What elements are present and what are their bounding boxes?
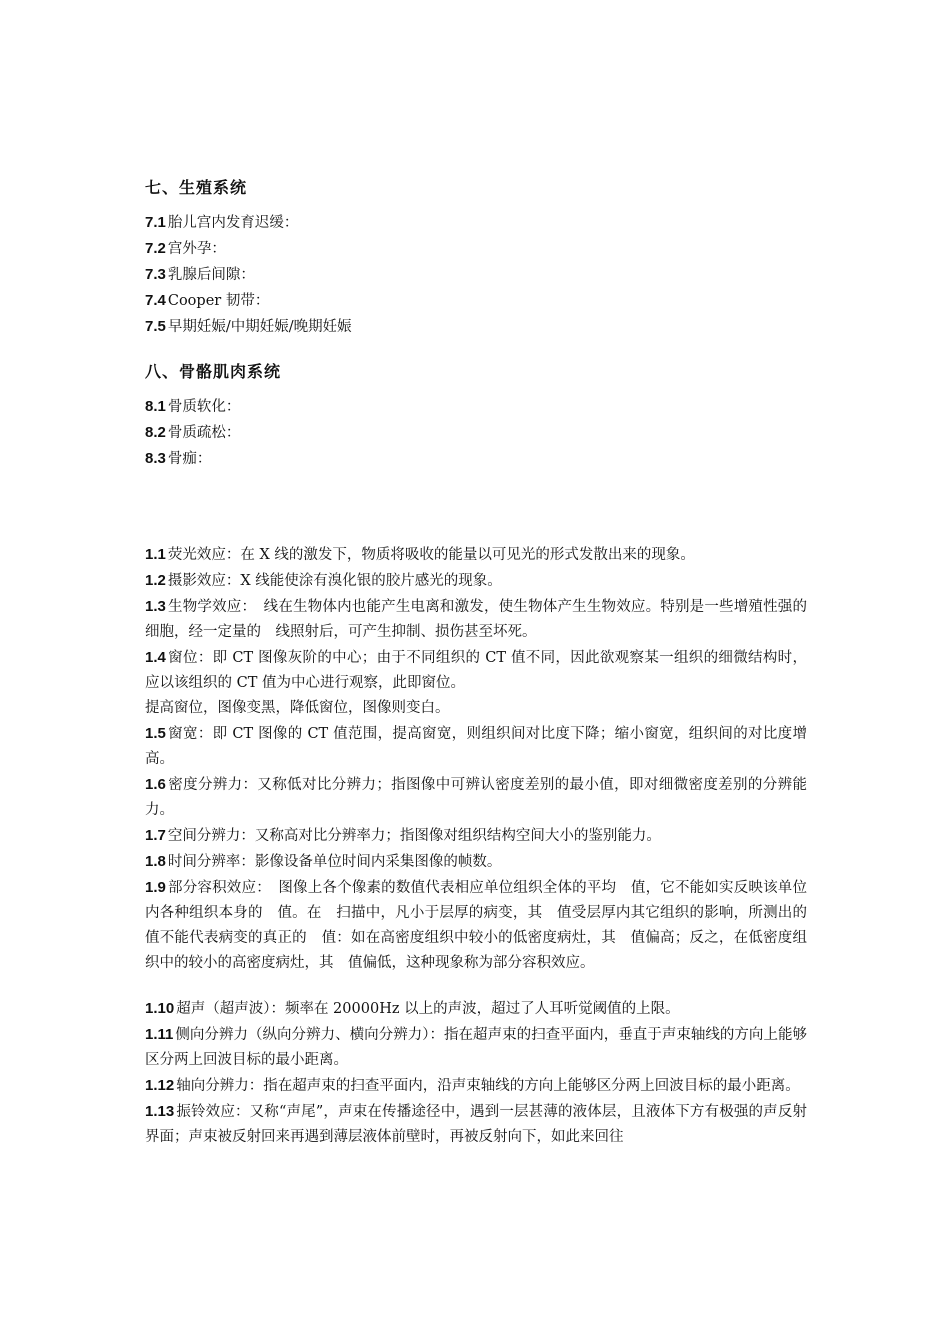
item-number: 1.2 (145, 572, 166, 589)
item-number: 1.10 (145, 1000, 175, 1017)
item-number: 1.6 (145, 776, 166, 793)
item-text: 超声（超声波）：频率在 20000Hz 以上的声波，超过了人耳听觉阈值的上限。 (176, 1001, 680, 1017)
definition-item (145, 772, 807, 823)
item-text: 窗位：即 CT 图像灰阶的中心；由于不同组织的 CT 值不同，因此欲观察某一组织的细微结构时，应以该组织的 CT 值为中心进行观察，此即窗位。 (145, 650, 807, 691)
item-number: 1.13 (145, 1103, 175, 1120)
item-text: 时间分辨率：影像设备单位时间内采集图像的帧数。 (167, 854, 502, 870)
item-number: 1.1 (145, 546, 166, 563)
item-text: 骨质软化： (167, 399, 241, 415)
list-item (145, 420, 807, 446)
definition-item (145, 594, 807, 645)
definition-item (145, 1099, 807, 1150)
section-7-list (145, 210, 807, 340)
list-item (145, 314, 807, 340)
definition-note (145, 696, 807, 721)
definition-item (145, 645, 807, 696)
item-number: 1.7 (145, 827, 166, 844)
ultrasound-definitions-list (145, 996, 807, 1150)
item-number: 8.3 (145, 450, 166, 467)
item-text: 生物学效应： 线在生物体内也能产生电离和激发，使生物体产生生物效应。特别是一些增殖性强的细胞，经一定量的 线照射后，可产生抑制、损伤甚至坏死。 (145, 599, 807, 640)
item-text: 宫外孕： (167, 241, 226, 257)
item-text: 空间分辨力：又称高对比分辨率力；指图像对组织结构空间大小的鉴别能力。 (167, 828, 661, 844)
item-text: 骨质疏松： (167, 425, 241, 441)
item-number: 7.1 (145, 214, 166, 231)
item-number: 1.9 (145, 879, 166, 896)
list-item (145, 236, 807, 262)
item-text: 荧光效应：在 X 线的激发下，物质将吸收的能量以可见光的形式发散出来的现象。 (167, 547, 695, 563)
definition-item (145, 568, 807, 594)
list-item (145, 210, 807, 236)
item-number: 1.8 (145, 853, 166, 870)
item-text: Cooper 韧带： (167, 293, 270, 309)
item-number: 1.5 (145, 725, 166, 742)
section-8-list (145, 394, 807, 472)
definition-item (145, 849, 807, 875)
definition-item (145, 875, 822, 976)
item-number: 7.3 (145, 266, 166, 283)
list-item (145, 394, 807, 420)
item-number: 7.2 (145, 240, 166, 257)
item-text: 轴向分辨力：指在超声束的扫查平面内，沿声束轴线的方向上能够区分两上回波目标的最小距离。 (176, 1078, 800, 1094)
definition-item (145, 823, 807, 849)
item-text: 早期妊娠/中期妊娠/晚期妊娠 (167, 319, 352, 335)
section-7-heading: 七、生殖系统 (145, 178, 248, 197)
item-text: 侧向分辨力（纵向分辨力、横向分辨力）：指在超声束的扫查平面内，垂直于声束轴线的方向上能够区分两上回波目标的最小距离。 (145, 1027, 807, 1068)
definition-item (145, 721, 807, 772)
document-content (145, 176, 822, 1150)
item-number: 7.5 (145, 318, 166, 335)
definition-item (145, 1073, 807, 1099)
item-number: 8.1 (145, 398, 166, 415)
item-text: 振铃效应：又称“声尾”，声束在传播途径中，遇到一层甚薄的液体层，且液体下方有极强的声反射界面；声束被反射回来再遇到薄层液体前壁时，再被反射向下，如此来回往 (145, 1104, 807, 1145)
item-number: 1.3 (145, 598, 166, 615)
item-text: 胎儿宫内发育迟缓： (167, 215, 299, 231)
list-item (145, 446, 807, 472)
item-text: 密度分辨力：又称低对比分辨力；指图像中可辨认密度差别的最小值，即对细微密度差别的分辨能力。 (145, 777, 807, 818)
item-text: 乳腺后间隙： (167, 267, 255, 283)
item-number: 7.4 (145, 292, 166, 309)
item-number: 8.2 (145, 424, 166, 441)
definitions-list (145, 542, 822, 976)
item-text: 部分容积效应： 图像上各个像素的数值代表相应单位组织全体的平均 值，它不能如实反映该单位内各种组织本身的 值。在 扫描中，凡小于层厚的病变，其 值受层厚内其它组织的影响，所测出的 值不能代表病变的真正的 值：如在高密度组织中较小的低密度病灶，其 值偏高；反之，在低密度组织中的较小的高密度病灶，其 值偏低，这种现象称为部分容积效应。 (145, 880, 822, 971)
item-text: 摄影效应：X 线能使涂有溴化银的胶片感光的现象。 (167, 573, 502, 589)
item-text: 提高窗位，图像变黑，降低窗位，图像则变白。 (145, 700, 450, 716)
item-number: 1.11 (145, 1026, 174, 1043)
item-text: 窗宽：即 CT 图像的 CT 值范围，提高窗宽，则组织间对比度下降；缩小窗宽，组织间的对比度增高。 (145, 726, 807, 767)
definition-item (145, 996, 807, 1022)
list-item (145, 288, 807, 314)
definition-item (145, 542, 807, 568)
item-number: 1.4 (145, 649, 166, 666)
section-8-heading: 八、骨骼肌肉系统 (145, 362, 282, 381)
item-text: 骨痂： (167, 451, 212, 467)
list-item (145, 262, 807, 288)
item-number: 1.12 (145, 1077, 175, 1094)
definition-item (145, 1022, 807, 1073)
